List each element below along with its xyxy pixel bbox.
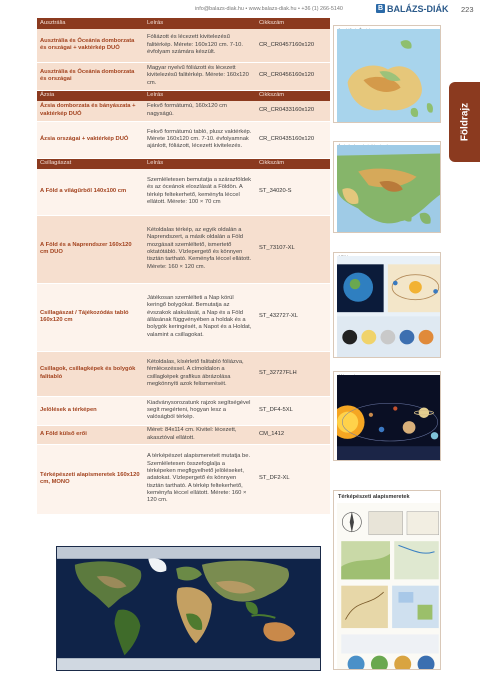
product-code: ST_432727-XL [256,283,330,351]
column-header-description: Leírás [144,90,256,101]
table-row [37,425,330,444]
section-header [37,158,330,169]
product-code: ST_DF4-5XL [256,396,330,425]
table-row [37,101,330,121]
product-description: Fóliázott és lécezett kivitelezésű falitérkép. Mérete: 160x120 cm. 7-10. évfolyam számára készült. [144,29,256,62]
product-code: ST_32727FLH [256,351,330,396]
product-name: A Föld külső erői [37,425,144,444]
brand-logo [376,4,449,14]
asia-map-image [337,145,441,233]
earth-solar-system-image [337,256,441,358]
thumbnail-title: Térképészeti alapismeretek [338,494,410,500]
table-row [37,396,330,425]
section-side-tab [449,82,480,162]
section-header [37,90,330,101]
mapping-basics-thumbnail [333,490,441,670]
product-description: Fekvő formátumú tabló, plusz vaktérkép. Mérete 160x120 cm. 7-10. évfolyamnak ajánlott, fóliázott, lécezett kivitelezés. [144,121,256,158]
product-name: A Föld a világűrből 140x100 cm [37,169,144,215]
section-title: Ázsia [37,90,144,101]
product-code: ST_DF2-XL [256,444,330,514]
solar-system-thumbnail [333,371,441,461]
table-row [37,29,330,62]
product-description: Fekvő formátumú, 160x120 cm nagyságú. [144,101,256,121]
australia-map-image [337,29,441,123]
solar-system-image [337,375,441,461]
product-description: Szemléletesen bemutatja a szárazföldek és az óceánok eloszlását a Földön. A térkép feltekerhető, keményfa léccel ellátott. Mérete: 100 × 70 cm [144,169,256,215]
product-code: CR_CR0457160x120 [256,29,330,62]
product-name: Csillagászat / Tájékozódás tabló 160x120 cm [37,283,144,351]
logo-text: BALÁZS-DIÁK [387,4,449,14]
product-description: Kiadványsorozatunk rajzok segítségével segít megérteni, hogyan lesz a valóságból térkép. [144,396,256,425]
table-row [37,444,330,514]
product-description: Magyar nyelvű fóliázott és lécezett kivitelezésű falitérkép. Mérete: 160x120 cm. [144,62,256,90]
column-header-description: Leírás [144,158,256,169]
table-row [37,351,330,396]
product-code: ST_73107-XL [256,215,330,283]
product-code: ST_34020-S [256,169,330,215]
product-code: CR_CR0435160x120 [256,121,330,158]
contact-info: info@balazs-diak.hu • www.balazs-diak.hu • +36 (1) 266-5140 [195,6,343,12]
side-tab-label: Földrajz [459,102,470,142]
column-header-code: Cikkszám [256,90,330,101]
asia-map-thumbnail [333,141,441,233]
product-description: Játékosan szemlélteti a Nap körül keringő bolygókat. Bemutatja az évszakok alakulását, a Nap és a Föld állásának függvényében a holdak és a bolygók keringését, a Napot és a Holdat, valamint a csillagokat. [144,283,256,351]
column-header-code: Cikkszám [256,18,330,29]
earth-from-space-map [56,546,321,671]
product-code: CR_CR0433160x120 [256,101,330,121]
table-row [37,62,330,90]
page-number: 223 [461,5,474,14]
section-header [37,18,330,29]
product-name: Ázsia domborzata és bányászata + vaktérkép DUÓ [37,101,144,121]
table-row [37,169,330,215]
table-row [37,121,330,158]
table-row [37,215,330,283]
product-code: CR_CR0456160x120 [256,62,330,90]
mapping-basics-image [337,503,441,670]
column-header-code: Cikkszám [256,158,330,169]
product-description: A térképészet alapismereteit mutatja be. Szemléletesen összefoglalja a térképeken megfigyelhető jelöléseket, adatokat. Vízlepergető és könnyen tisztán tartható. A térkép feltekerhető, keményfa léccel ellátott. Mérete: 160 × 120 cm. [144,444,256,514]
product-name: Jelölések a térképen [37,396,144,425]
product-description: Méret: 84x114 cm. Kivitel: lécezett, akasztóval ellátott. [144,425,256,444]
product-name: Ausztrália és Óceánia domborzata és országai + vaktérkép DUÓ [37,29,144,62]
table-row [37,283,330,351]
product-description: Kétoldalas térkép, az egyik oldalán a Naprendszert, a másik oldalán a Föld mozgásait szemléltető, ismertető oktatótábló. Vízlepergető és könnyen tisztán tartható. Keményfa léccel ellátott. Mérete: 160 × 120 cm. [144,215,256,283]
earth-from-space-image [57,547,320,670]
section-title: Csillagászat [37,158,144,169]
product-name: A Föld és a Naprendszer 160x120 cm DUO [37,215,144,283]
product-description: Kétoldalas, kísérlető falitabló fóliázva, fémlécezéssel. A címoldalon a csillagképek grafikus ábrázolása megkönnyíti azok felismerését. [144,351,256,396]
logo-mark-icon: B [377,5,384,12]
page-header [0,4,480,18]
product-code: CM_1412 [256,425,330,444]
product-name: Csillagok, csillagképek és bolygók falitabló [37,351,144,396]
product-name: Ázsia országai + vaktérkép DUÓ [37,121,144,158]
product-name: Ausztrália és Óceánia domborzata és országai [37,62,144,90]
product-name: Térképészeti alapismeretek 160x120 cm, MONO [37,444,144,514]
section-title: Ausztrália [37,18,144,29]
earth-solar-system-thumbnail [333,252,441,358]
australia-map-thumbnail [333,25,441,123]
product-table [37,18,330,515]
column-header-description: Leírás [144,18,256,29]
